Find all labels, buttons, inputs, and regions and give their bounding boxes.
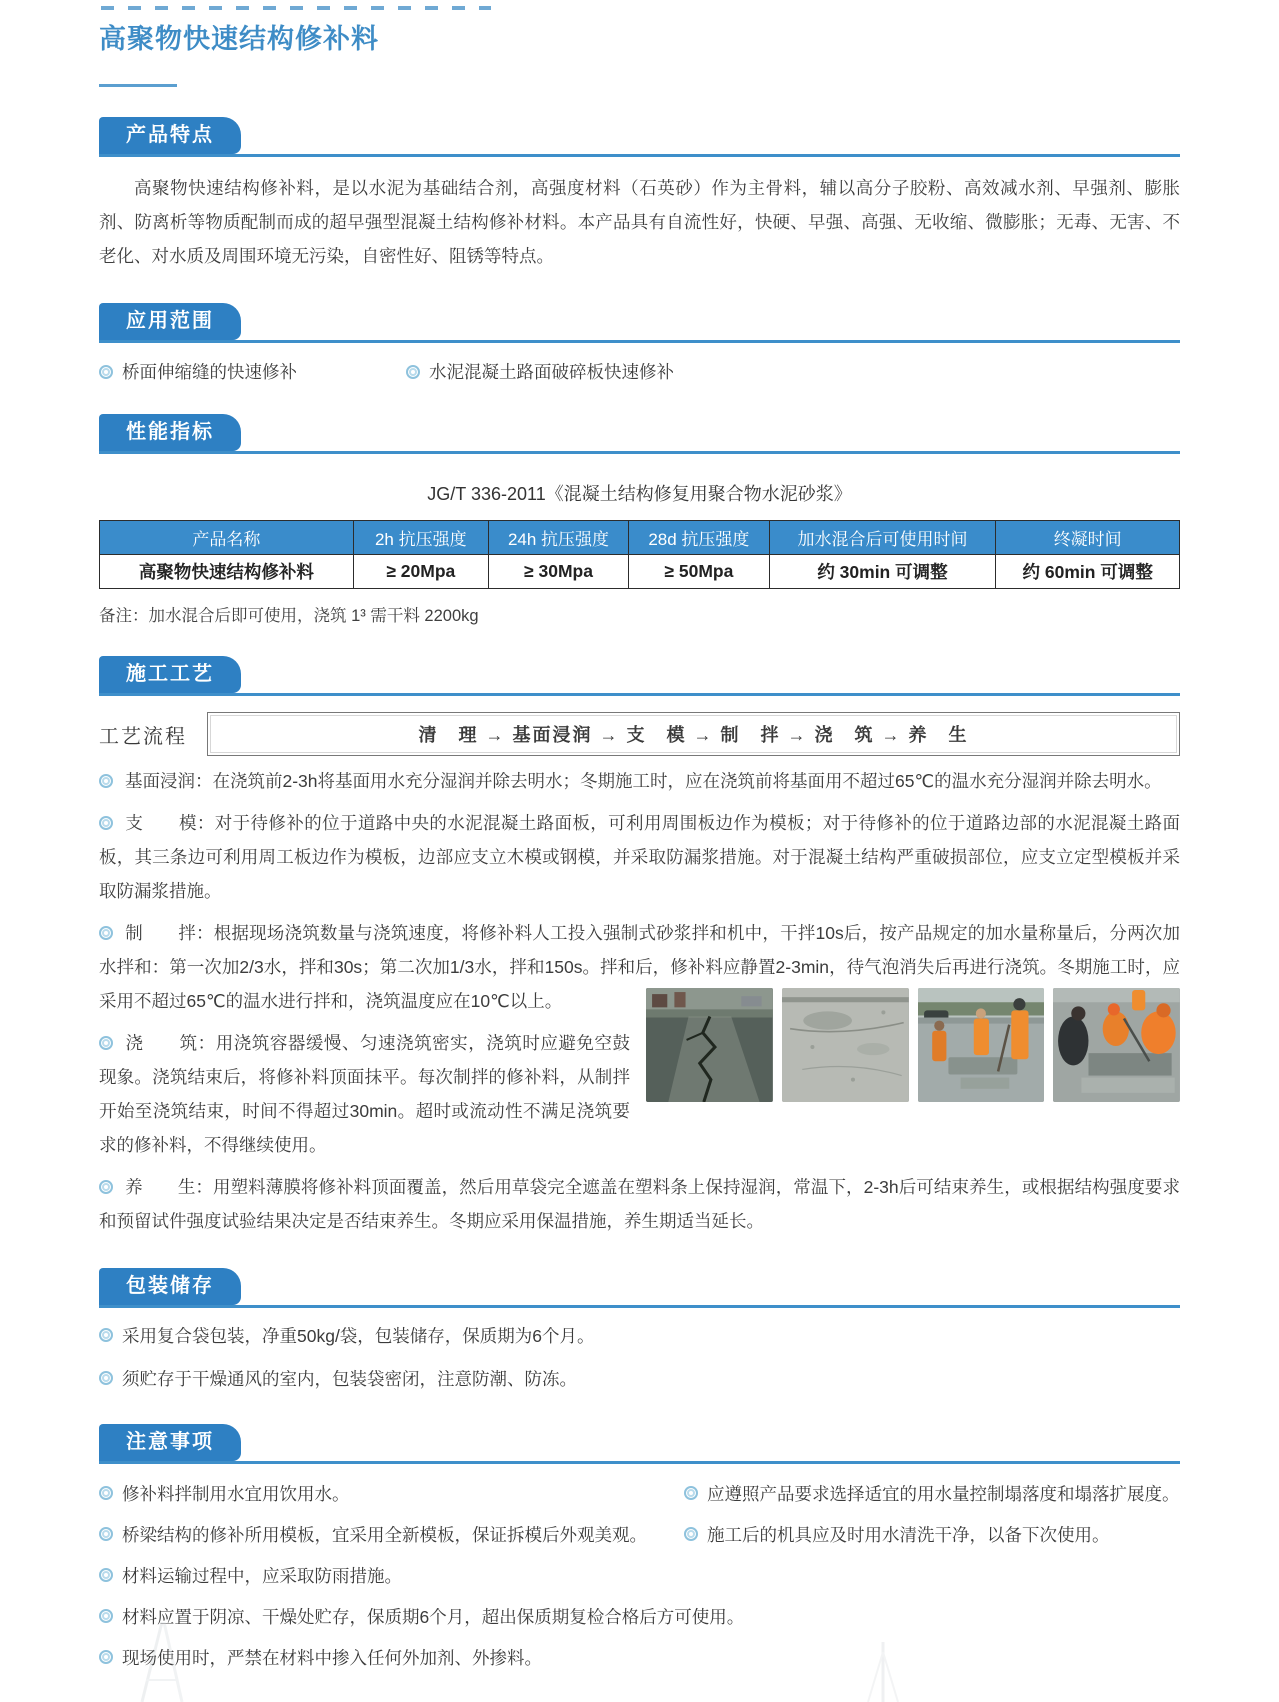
bullet-ring-icon	[99, 774, 113, 788]
step-text: 浇 筑：用浇筑容器缓慢、匀速浇筑密实，浇筑时应避免空鼓现象。浇筑结束后，将修补料顶面抹平。每次制拌的修补料，从制拌开始至浇筑结束，时间不得超过30min。超时或流动性不满足浇筑要求的修补料，不得继续使用。	[99, 1033, 630, 1155]
precaution-item	[684, 1480, 1180, 1508]
workers-finishing-patch-photo	[1053, 988, 1180, 1102]
precautions-list	[99, 1480, 1180, 1672]
bullet-ring-icon	[99, 1650, 113, 1664]
table-note: 备注：加水混合后即可使用，浇筑 1³ 需干料 2200kg	[99, 607, 479, 625]
col-header-2h: 2h 抗压强度	[353, 521, 488, 555]
flow-sequence: 清 理 → 基面浸润 → 支 模 → 制 拌 → 浇 筑 → 养 生	[207, 712, 1180, 756]
section-header-features	[99, 117, 1180, 157]
road-repair-workers-photo	[918, 988, 1045, 1102]
bullet-ring-icon	[684, 1486, 698, 1500]
title-underline	[99, 84, 177, 87]
bullet-ring-icon	[99, 1328, 113, 1342]
performance-badge: 性能指标	[99, 414, 241, 451]
packaging-item	[99, 1321, 1180, 1351]
performance-table	[99, 520, 1180, 589]
application-list	[99, 359, 1180, 384]
section-header-process	[99, 656, 1180, 696]
features-badge: 产品特点	[99, 117, 241, 154]
bullet-ring-icon	[99, 1609, 113, 1623]
bullet-ring-icon	[99, 816, 113, 830]
section-header-packaging	[99, 1268, 1180, 1308]
bullet-ring-icon	[99, 1371, 113, 1385]
precautions-badge: 注意事项	[99, 1424, 241, 1461]
application-badge: 应用范围	[99, 303, 241, 340]
col-header-final-set: 终凝时间	[996, 521, 1180, 555]
process-step	[99, 1170, 1180, 1238]
bullet-ring-icon	[99, 365, 113, 379]
process-badge: 施工工艺	[99, 656, 241, 693]
cracked-pavement-dark-photo	[646, 988, 773, 1102]
process-step	[99, 764, 1180, 798]
packaging-item-text: 须贮存于干燥通风的室内，包装袋密闭，注意防潮、防冻。	[122, 1369, 577, 1389]
cell-28d-strength: ≥ 50Mpa	[629, 555, 769, 589]
cell-product-name: 高聚物快速结构修补料	[100, 555, 354, 589]
packaging-badge: 包装储存	[99, 1268, 241, 1305]
precaution-item	[99, 1480, 684, 1508]
cell-24h-strength: ≥ 30Mpa	[488, 555, 628, 589]
flow-label: 工艺流程	[99, 725, 187, 748]
application-item	[99, 359, 406, 384]
col-header-24h: 24h 抗压强度	[488, 521, 628, 555]
section-header-performance	[99, 414, 1180, 454]
cracked-pavement-light-photo	[782, 988, 909, 1102]
precaution-item	[99, 1603, 1180, 1631]
section-header-application	[99, 303, 1180, 343]
col-header-product: 产品名称	[100, 521, 354, 555]
precaution-text: 现场使用时，严禁在材料中掺入任何外加剂、外掺料。	[122, 1648, 542, 1668]
bullet-ring-icon	[99, 1568, 113, 1582]
bullet-ring-icon	[99, 1180, 113, 1194]
cell-final-set: 约 60min 可调整	[996, 555, 1180, 589]
section-header-precautions	[99, 1424, 1180, 1464]
cell-usable-time: 约 30min 可调整	[769, 555, 996, 589]
col-header-usable-time: 加水混合后可使用时间	[769, 521, 996, 555]
application-item	[406, 359, 674, 384]
packaging-item	[99, 1364, 1180, 1394]
precaution-text: 材料运输过程中，应采取防雨措施。	[122, 1566, 402, 1586]
features-paragraph: 高聚物快速结构修补料，是以水泥为基础结合剂，高强度材料（石英砂）作为主骨料，辅以高分子胶粉、高效减水剂、早强剂、膨胀剂、防离析等物质配制而成的超早强型混凝土结构修补材料。本产品具有自流性好，快硬、早强、高强、无收缩、微膨胀；无毒、无害、不老化、对水质及周围环境无污染，自密性好、阻锈等特点。	[99, 178, 1180, 266]
cell-2h-strength: ≥ 20Mpa	[353, 555, 488, 589]
bullet-ring-icon	[684, 1527, 698, 1541]
step-text: 基面浸润：在浇筑前2-3h将基面用水充分湿润并除去明水；冬期施工时，应在浇筑前将基面用不超过65℃的温水充分湿润并除去明水。	[125, 771, 1162, 791]
page-title: 高聚物快速结构修补料	[99, 24, 379, 54]
table-header-row	[100, 521, 1180, 555]
bullet-ring-icon	[406, 365, 420, 379]
process-step	[99, 806, 1180, 908]
precaution-text: 修补料拌制用水宜用饮用水。	[122, 1484, 350, 1504]
bullet-ring-icon	[99, 1486, 113, 1500]
step-text: 制 拌：根据现场浇筑数量与浇筑速度，将修补料人工投入强制式砂浆拌和机中，干拌10s后，按产品规定的加水量称量后，分两次加水拌和：第一次加2/3水，拌和30s；第二次加1/3水，拌和150s。拌和后，修补料应静置2-3min，待气泡消失后再进行浇筑。冬期施工时，应采用不超过65℃的温水进行拌和，浇筑温度应在10℃以上。	[99, 923, 1180, 1011]
process-flow-row	[99, 712, 1180, 756]
application-item-label: 桥面伸缩缝的快速修补	[122, 362, 297, 382]
precaution-item	[99, 1644, 1180, 1672]
precaution-item	[99, 1562, 1180, 1590]
packaging-item-text: 采用复合袋包装，净重50kg/袋，包装储存，保质期为6个月。	[122, 1326, 595, 1346]
precaution-text: 应遵照产品要求选择适宜的用水量控制塌落度和塌落扩展度。	[707, 1484, 1180, 1504]
step-text: 支 模：对于待修补的位于道路中央的水泥混凝土路面板，可利用周围板边作为模板；对于待修补的位于道路边部的水泥混凝土路面板，其三条边可利用周工板边作为模板，边部应支立木模或钢模，并采取防漏浆措施。对于混凝土结构严重破损部位，应支立定型模板并采取防漏浆措施。	[99, 813, 1180, 901]
step-text: 养 生：用塑料薄膜将修补料顶面覆盖，然后用草袋完全遮盖在塑料条上保持湿润，常温下，2-3h后可结束养生，或根据结构强度要求和预留试件强度试验结果决定是否结束养生。冬期应采用保温措施，养生期适当延长。	[99, 1177, 1180, 1231]
application-item-label: 水泥混凝土路面破碎板快速修补	[429, 362, 674, 382]
table-row	[100, 555, 1180, 589]
col-header-28d: 28d 抗压强度	[629, 521, 769, 555]
cropped-text-fragment	[101, 6, 491, 10]
precaution-item	[684, 1521, 1180, 1549]
site-photo-strip	[646, 988, 1180, 1102]
bullet-ring-icon	[99, 926, 113, 940]
precaution-text: 材料应置于阴凉、干燥处贮存，保质期6个月，超出保质期复检合格后方可使用。	[122, 1607, 745, 1627]
precaution-text: 桥梁结构的修补所用模板，宜采用全新模板，保证拆模后外观美观。	[122, 1525, 647, 1545]
bullet-ring-icon	[99, 1527, 113, 1541]
precaution-text: 施工后的机具应及时用水清洗干净，以备下次使用。	[707, 1525, 1110, 1545]
precaution-item	[99, 1521, 684, 1549]
standard-caption: JG/T 336-2011《混凝土结构修复用聚合物水泥砂浆》	[427, 484, 852, 504]
bullet-ring-icon	[99, 1036, 113, 1050]
